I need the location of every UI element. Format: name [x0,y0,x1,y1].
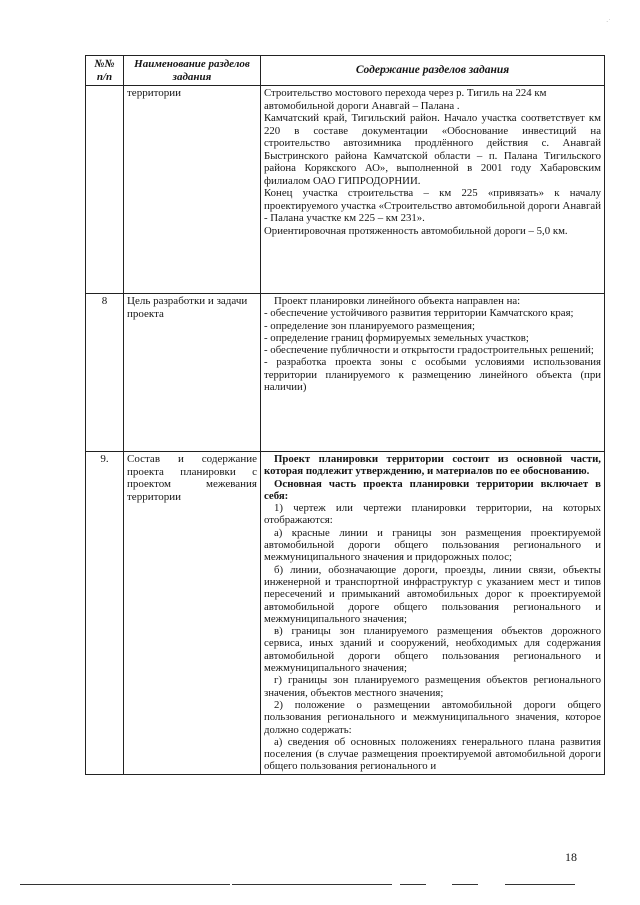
list-item: - обеспечение устойчивого развития территории Камчатского края; [264,307,574,320]
bold-text: Проект планировки территории состоит из основной части, которая подлежит утверждению, и материалов по ее обоснованию. [264,453,601,478]
row-name: Цель разработки и задачи проекта [124,294,261,452]
row-name: Состав и содержание проекта планировки с проектом межевания территории [124,452,261,775]
list-item: - определение границ формируемых земельных участков; [264,331,529,344]
list-item: - определение зон планируемого размещения; [264,319,475,332]
footer-rule [20,884,230,885]
content-paragraph: Ориентировочная протяженность автомобильной дороги – 5,0 км. [264,224,568,237]
list-item: 1) чертеж или чертежи планировки территории, на которых отображаются: [264,502,601,527]
list-item: а) сведения об основных положениях генерального плана развития поселения (в случае размещения проектируемой автомобильной дороги общего пользования регионального и [264,735,601,773]
footer-rule [232,884,392,885]
row-content [261,86,605,294]
content-paragraph: Конец участка строительства – км 225 «привязать» к началу проектируемого участка «Строительство автомобильной дороги Анавгай - Палана участке км 225 – км 231». [264,187,601,224]
row-num-empty [86,86,124,294]
table-header-row [86,56,605,86]
page-number: 18 [565,850,577,864]
header-content: Содержание разделов задания [261,56,605,86]
row-num: 8 [86,294,124,452]
table-row-continued [86,86,605,294]
table-row-9 [86,452,605,775]
table-row-8 [86,294,605,452]
footer-rule [400,884,426,885]
list-item: в) границы зон планируемого размещения объектов дорожного сервиса, иных зданий и сооружений, необходимых для содержания автомобильной дороги общего пользования регионального и межмуниципального значения; [264,625,601,675]
list-item: - обеспечение публичности и открытости градостроительных решений; [264,344,594,357]
list-item: г) границы зон планируемого размещения объектов регионального значения, объектов местного значения; [264,674,601,699]
header-num: №№ п/п [86,56,124,86]
row-content [261,294,605,452]
content-paragraph: Камчатский край, Тигильский район. Начало участка соответствует км 220 в составе документации «Обоснование инвестиций на строительство автозимника продлённого действия с. Анавгай Быстринского района Камчатской области – п. Палана Тигильского района Корякского АО», выполненной в 2001 году Хабаровским филиалом ОАО ГИПРОДОРНИИ. [264,112,601,187]
content-paragraph-bold [264,478,601,503]
bold-text: Основная часть проекта планировки территории включает в себя: [264,477,601,502]
footer-rule [452,884,478,885]
list-item: а) красные линии и границы зон размещения проектируемой автомобильной дороги общего пользования регионального и межмуниципального значения и придорожных полос; [264,526,601,564]
list-item: - разработка проекта зоны с особыми условиями использования территории планируемого к размещению линейного объекта (при наличии) [264,356,601,394]
row-content [261,452,605,775]
header-name: Наименование разделов задания [124,56,261,86]
footer-rule [505,884,575,885]
content-paragraph: Проект планировки линейного объекта направлен на: [274,295,521,307]
list-item: б) линии, обозначающие дороги, проезды, линии связи, объекты инженерной и транспортной инфраструктур с указанием мест и типов пересечений и примыканий автомобильных дорог к проектируемой автомобильной дороге общего пользования регионального и межмуниципального значения; [264,563,601,625]
content-paragraph-bold [264,453,601,478]
list-item: 2) положение о размещении автомобильной дороги общего пользования регионального и межмуниципального значения, которое должно содержать: [264,698,601,736]
row-name: территории [124,86,261,294]
scan-speck: ·˙ [606,18,611,26]
content-paragraph: Строительство мостового перехода через р. Тигиль на 224 км автомобильной дороги Анавгай – Палана . [264,87,547,112]
task-table [85,55,605,775]
row-num: 9. [86,452,124,775]
